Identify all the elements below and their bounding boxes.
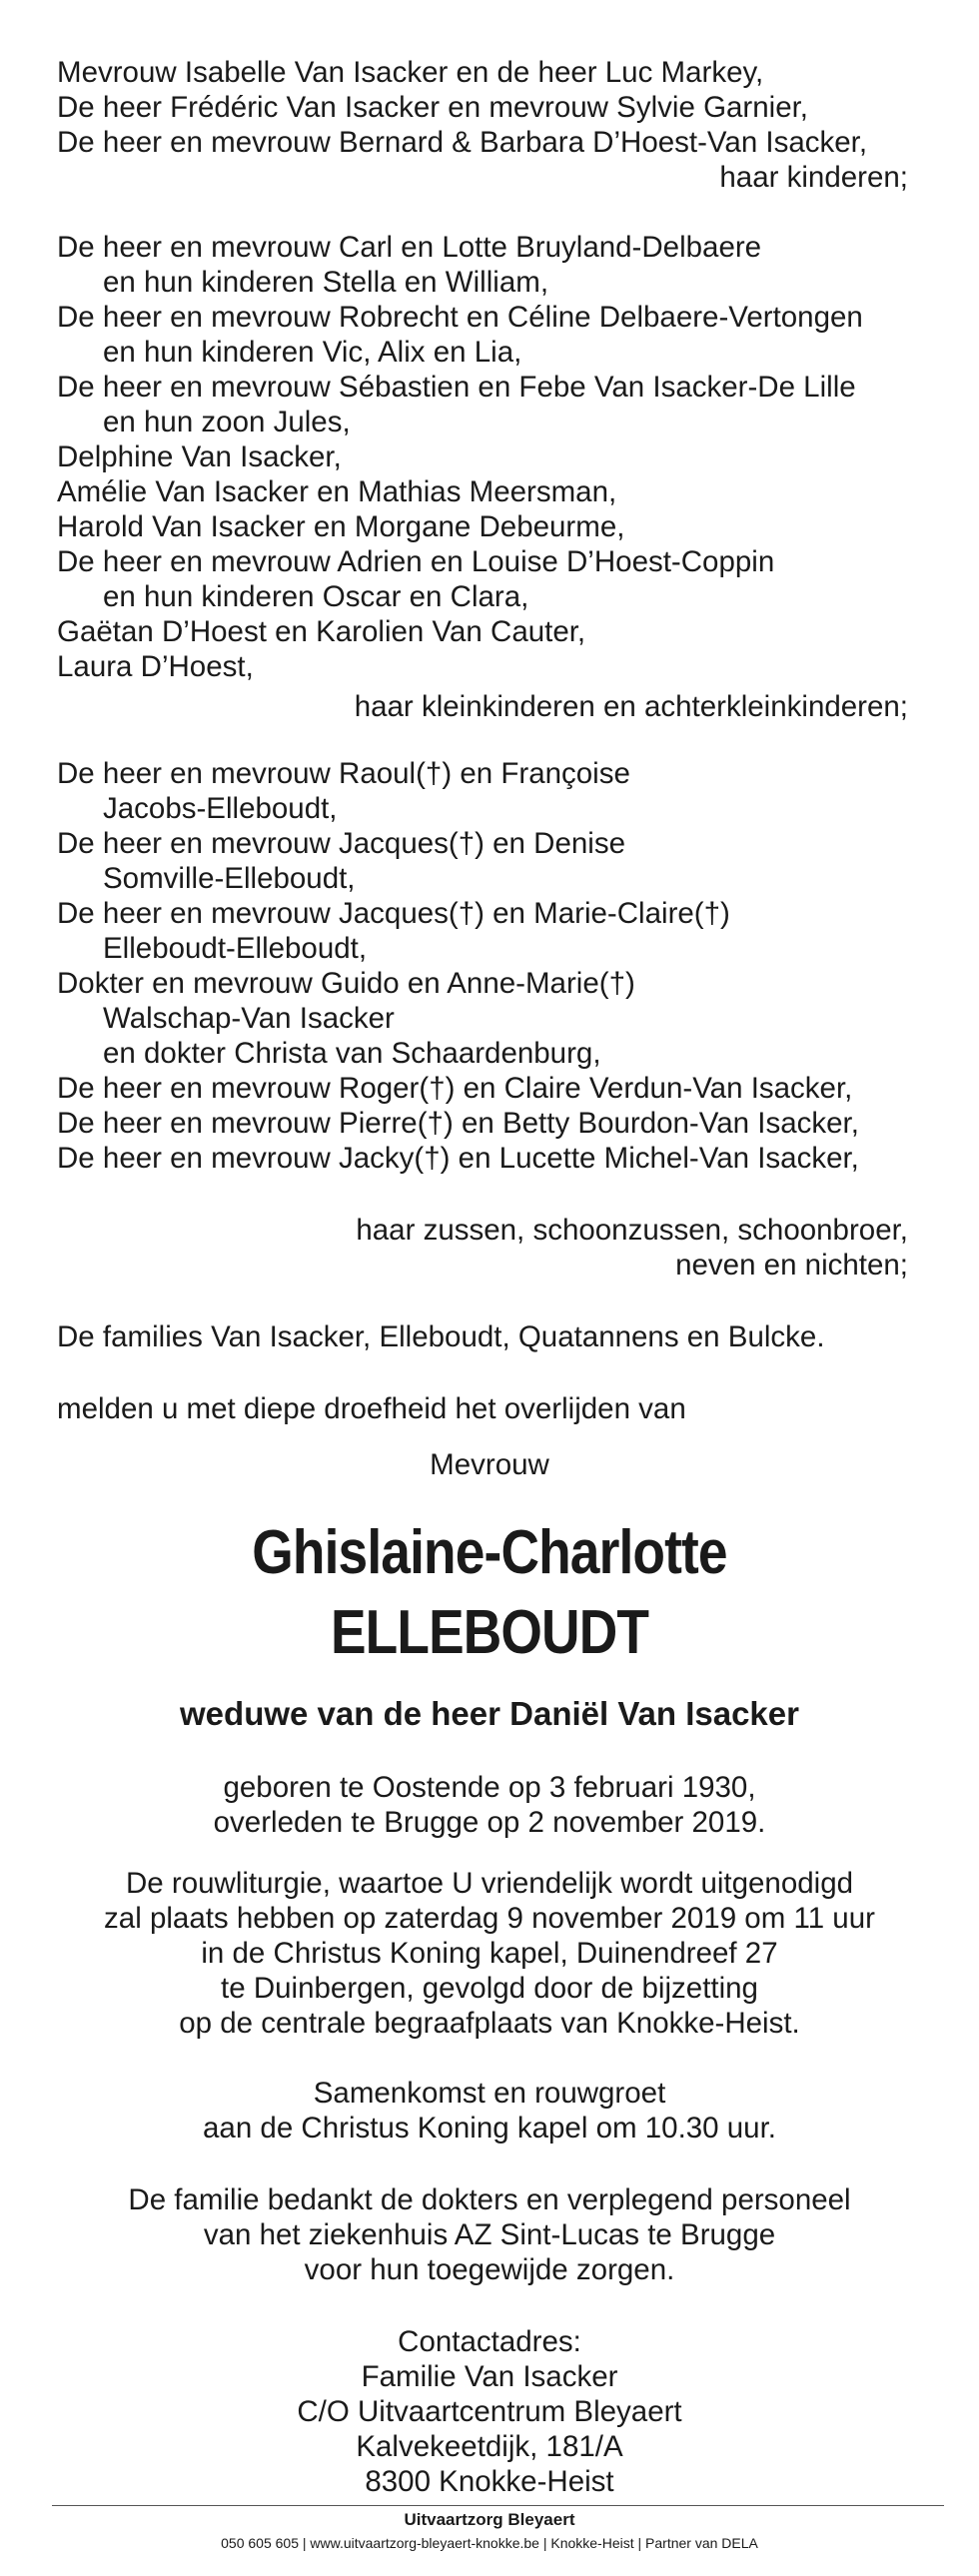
siblings-line: Jacobs-Elleboudt, [103,792,338,825]
grandchildren-line: De heer en mevrouw Robrecht en Céline Delbaere-Vertongen [57,301,863,334]
birth-line: geboren te Oostende op 3 februari 1930, [223,1771,756,1804]
siblings-line: Dokter en mevrouw Guido en Anne-Marie(†) [57,967,635,1000]
siblings-line: De heer en mevrouw Pierre(†) en Betty Bourdon-Van Isacker, [57,1107,859,1140]
children-line: Mevrouw Isabelle Van Isacker en de heer Luc Markey, [57,56,764,89]
siblings-role: haar zussen, schoonzussen, schoonbroer, [356,1214,908,1247]
grandchildren-line: en hun kinderen Stella en William, [103,266,549,299]
siblings-line: Elleboudt-Elleboudt, [103,932,368,965]
gathering-line: aan de Christus Koning kapel om 10.30 uur. [203,2112,776,2145]
siblings-line: De heer en mevrouw Jacques(†) en Marie-Claire(†) [57,897,730,930]
gathering-line: Samenkomst en rouwgroet [313,2077,666,2110]
families-line: De families Van Isacker, Elleboudt, Quatannens en Bulcke. [57,1320,825,1353]
grandchildren-line: en hun kinderen Vic, Alix en Lia, [103,336,522,369]
grandchildren-line: De heer en mevrouw Carl en Lotte Bruyland-Delbaere [57,231,762,264]
siblings-line: De heer en mevrouw Jacques(†) en Denise [57,827,625,860]
deceased-first-name: Ghislaine-Charlotte [252,1518,727,1587]
children-line: De heer Frédéric Van Isacker en mevrouw Sylvie Garnier, [57,91,809,124]
siblings-line: Somville-Elleboudt, [103,862,356,895]
widow-of: weduwe van de heer Daniël Van Isacker [180,1695,799,1732]
grandchildren-line: Amélie Van Isacker en Mathias Meersman, [57,475,617,508]
service-line: op de centrale begraafplaats van Knokke-Heist. [179,2007,800,2040]
thanks-line: van het ziekenhuis AZ Sint-Lucas te Brugge [203,2218,776,2251]
footer-title: Uitvaartzorg Bleyaert [404,2510,575,2529]
siblings-line: Walschap-Van Isacker [103,1002,395,1035]
contact-line: 8300 Knokke-Heist [365,2465,614,2498]
death-line: overleden te Brugge op 2 november 2019. [213,1806,766,1839]
grandchildren-role: haar kleinkinderen en achterkleinkinderen; [354,690,908,723]
children-role: haar kinderen; [719,161,908,194]
service-line: zal plaats hebben op zaterdag 9 november 2019 om 11 uur [104,1902,875,1935]
siblings-line: en dokter Christa van Schaardenburg, [103,1037,601,1070]
grandchildren-line: en hun kinderen Oscar en Clara, [103,580,529,613]
footer-divider [52,2505,944,2506]
contact-line: C/O Uitvaartcentrum Bleyaert [297,2395,682,2428]
thanks-line: De familie bedankt de dokters en verplegend personeel [128,2183,851,2216]
siblings-line: De heer en mevrouw Raoul(†) en Françoise [57,757,630,790]
grandchildren-line: Delphine Van Isacker, [57,440,342,473]
contact-line: Familie Van Isacker [361,2360,618,2393]
children-line: De heer en mevrouw Bernard & Barbara D’Hoest-Van Isacker, [57,126,868,159]
grandchildren-line: De heer en mevrouw Sébastien en Febe Van Isacker-De Lille [57,371,856,404]
grandchildren-line: Harold Van Isacker en Morgane Debeurme, [57,510,625,543]
contact-line: Kalvekeetdijk, 181/A [356,2430,623,2463]
deceased-last-name: ELLEBOUDT [330,1598,649,1667]
service-line: te Duinbergen, gevolgd door de bijzetting [221,1972,758,2005]
grandchildren-line: Gaëtan D’Hoest en Karolien Van Cauter, [57,615,586,648]
announcement-line: melden u met diepe droefheid het overlijden van [57,1392,686,1425]
thanks-line: voor hun toegewijde zorgen. [304,2253,675,2286]
grandchildren-line: en hun zoon Jules, [103,406,351,438]
siblings-line: De heer en mevrouw Jacky(†) en Lucette Michel-Van Isacker, [57,1142,859,1175]
footer-details: 050 605 605 | www.uitvaartzorg-bleyaert-knokke.be | Knokke-Heist | Partner van DELA [221,2535,758,2551]
grandchildren-line: Laura D’Hoest, [57,650,254,683]
service-line: in de Christus Koning kapel, Duinendreef 27 [201,1937,778,1970]
grandchildren-line: De heer en mevrouw Adrien en Louise D’Hoest-Coppin [57,545,775,578]
siblings-line: De heer en mevrouw Roger(†) en Claire Verdun-Van Isacker, [57,1072,853,1105]
salutation: Mevrouw [430,1448,549,1481]
siblings-role: neven en nichten; [675,1249,908,1282]
service-line: De rouwliturgie, waartoe U vriendelijk wordt uitgenodigd [125,1867,854,1900]
contact-line: Contactadres: [398,2325,581,2358]
